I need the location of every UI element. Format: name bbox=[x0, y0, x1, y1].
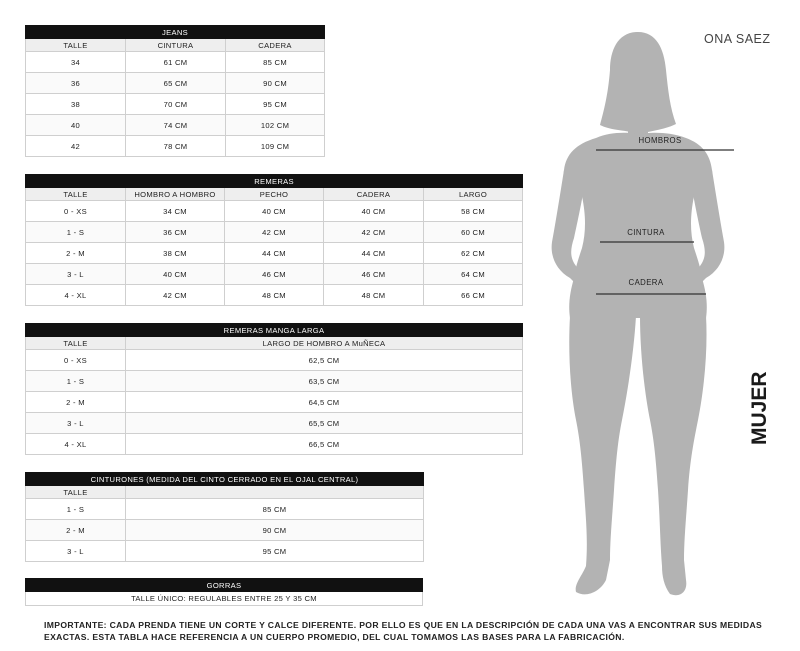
table-row bbox=[26, 94, 325, 115]
table-row bbox=[26, 264, 523, 285]
table-cell: 2 - M bbox=[26, 520, 126, 541]
table-cell: 40 CM bbox=[324, 201, 424, 222]
table-row bbox=[26, 350, 523, 371]
table-cell: 42 CM bbox=[126, 285, 225, 306]
important-note: IMPORTANTE: CADA PRENDA TIENE UN CORTE Y CALCE DIFERENTE. POR ELLO ES QUE EN LA DESCRIPCIÓN DE CADA UNA VAS A ENCONTRAR SUS MEDIDAS EXACTAS. ESTA TABLA HACE REFERENCIA A UN CUERPO PROMEDIO, DEL CUAL TOMAMOS LAS BASES PARA LA FABRICACIÓN. bbox=[44, 620, 763, 642]
col-header: CADERA bbox=[226, 39, 325, 52]
table-cell: 85 CM bbox=[126, 499, 424, 520]
table-cell: 78 CM bbox=[126, 136, 226, 157]
table-cell: 66,5 CM bbox=[126, 434, 523, 455]
table-cell: 66 CM bbox=[424, 285, 523, 306]
col-header: PECHO bbox=[225, 188, 324, 201]
table-cell: 2 - M bbox=[26, 392, 126, 413]
jeans-title: JEANS bbox=[26, 26, 325, 39]
cinturones-size-table bbox=[25, 472, 424, 562]
table-cell: 38 CM bbox=[126, 243, 225, 264]
table-cell: 40 bbox=[26, 115, 126, 136]
table-cell: 0 - XS bbox=[26, 350, 126, 371]
table-cell: 95 CM bbox=[226, 94, 325, 115]
table-row bbox=[26, 201, 523, 222]
table-cell: 62 CM bbox=[424, 243, 523, 264]
table-cell: 65,5 CM bbox=[126, 413, 523, 434]
table-cell: 46 CM bbox=[225, 264, 324, 285]
table-cell: 44 CM bbox=[324, 243, 424, 264]
table-row bbox=[26, 285, 523, 306]
table-cell: 2 - M bbox=[26, 243, 126, 264]
gender-label: MUJER bbox=[748, 371, 771, 445]
table-row bbox=[26, 115, 325, 136]
table-cell: 40 CM bbox=[225, 201, 324, 222]
table-row bbox=[26, 413, 523, 434]
table-cell: 1 - S bbox=[26, 222, 126, 243]
table-row bbox=[26, 52, 325, 73]
table-cell: 3 - L bbox=[26, 413, 126, 434]
table-row bbox=[26, 592, 423, 606]
gorras-size-table bbox=[25, 578, 423, 606]
table-row bbox=[26, 434, 523, 455]
table-cell: 85 CM bbox=[226, 52, 325, 73]
table-cell: 1 - S bbox=[26, 499, 126, 520]
table-cell: 60 CM bbox=[424, 222, 523, 243]
table-cell: 42 CM bbox=[225, 222, 324, 243]
table-cell: 3 - L bbox=[26, 264, 126, 285]
manga-larga-title: REMERAS MANGA LARGA bbox=[26, 324, 523, 337]
col-header: LARGO bbox=[424, 188, 523, 201]
table-cell: 42 bbox=[26, 136, 126, 157]
cintura-label: CINTURA bbox=[627, 228, 665, 237]
table-cell: 95 CM bbox=[126, 541, 424, 562]
table-row bbox=[26, 499, 424, 520]
gorras-size-text: TALLE ÚNICO: REGULABLES ENTRE 25 Y 35 CM bbox=[26, 592, 423, 606]
table-row bbox=[26, 73, 325, 94]
table-cell: 109 CM bbox=[226, 136, 325, 157]
col-header: TALLE bbox=[26, 337, 126, 350]
col-header: TALLE bbox=[26, 39, 126, 52]
col-header: TALLE bbox=[26, 486, 126, 499]
cadera-label: CADERA bbox=[628, 278, 664, 287]
table-cell: 40 CM bbox=[126, 264, 225, 285]
col-header: LARGO DE HOMBRO A MuÑECA bbox=[126, 337, 523, 350]
col-header: HOMBRO A HOMBRO bbox=[126, 188, 225, 201]
table-cell: 3 - L bbox=[26, 541, 126, 562]
gorras-title: GORRAS bbox=[26, 579, 423, 592]
table-cell: 64,5 CM bbox=[126, 392, 523, 413]
table-cell: 65 CM bbox=[126, 73, 226, 94]
table-cell: 34 CM bbox=[126, 201, 225, 222]
table-cell: 61 CM bbox=[126, 52, 226, 73]
table-cell: 0 - XS bbox=[26, 201, 126, 222]
gender-label-wrap bbox=[748, 371, 800, 469]
table-cell: 74 CM bbox=[126, 115, 226, 136]
table-cell: 64 CM bbox=[424, 264, 523, 285]
table-cell: 36 CM bbox=[126, 222, 225, 243]
table-row bbox=[26, 371, 523, 392]
manga-larga-size-table bbox=[25, 323, 523, 455]
table-cell: 48 CM bbox=[324, 285, 424, 306]
table-row bbox=[26, 520, 424, 541]
table-cell: 102 CM bbox=[226, 115, 325, 136]
table-cell: 63,5 CM bbox=[126, 371, 523, 392]
table-cell: 48 CM bbox=[225, 285, 324, 306]
col-header: CINTURA bbox=[126, 39, 226, 52]
table-cell: 4 - XL bbox=[26, 285, 126, 306]
table-cell: 46 CM bbox=[324, 264, 424, 285]
female-silhouette bbox=[530, 20, 740, 610]
table-cell: 34 bbox=[26, 52, 126, 73]
table-row bbox=[26, 541, 424, 562]
table-cell: 38 bbox=[26, 94, 126, 115]
col-header: TALLE bbox=[26, 188, 126, 201]
col-header: CADERA bbox=[324, 188, 424, 201]
col-header bbox=[126, 486, 424, 499]
table-cell: 90 CM bbox=[126, 520, 424, 541]
table-cell: 70 CM bbox=[126, 94, 226, 115]
table-cell: 90 CM bbox=[226, 73, 325, 94]
table-cell: 62,5 CM bbox=[126, 350, 523, 371]
table-row bbox=[26, 392, 523, 413]
brand-name: ONA SAEZ bbox=[704, 32, 771, 46]
table-row bbox=[26, 222, 523, 243]
table-cell: 58 CM bbox=[424, 201, 523, 222]
table-cell: 1 - S bbox=[26, 371, 126, 392]
table-cell: 4 - XL bbox=[26, 434, 126, 455]
table-cell: 42 CM bbox=[324, 222, 424, 243]
remeras-size-table bbox=[25, 174, 523, 306]
jeans-size-table bbox=[25, 25, 325, 157]
table-cell: 44 CM bbox=[225, 243, 324, 264]
table-cell: 36 bbox=[26, 73, 126, 94]
hombros-label: HOMBROS bbox=[638, 136, 682, 145]
table-row bbox=[26, 243, 523, 264]
table-row bbox=[26, 136, 325, 157]
remeras-title: REMERAS bbox=[26, 175, 523, 188]
cinturones-title: CINTURONES (MEDIDA DEL CINTO CERRADO EN EL OJAL CENTRAL) bbox=[26, 473, 424, 486]
